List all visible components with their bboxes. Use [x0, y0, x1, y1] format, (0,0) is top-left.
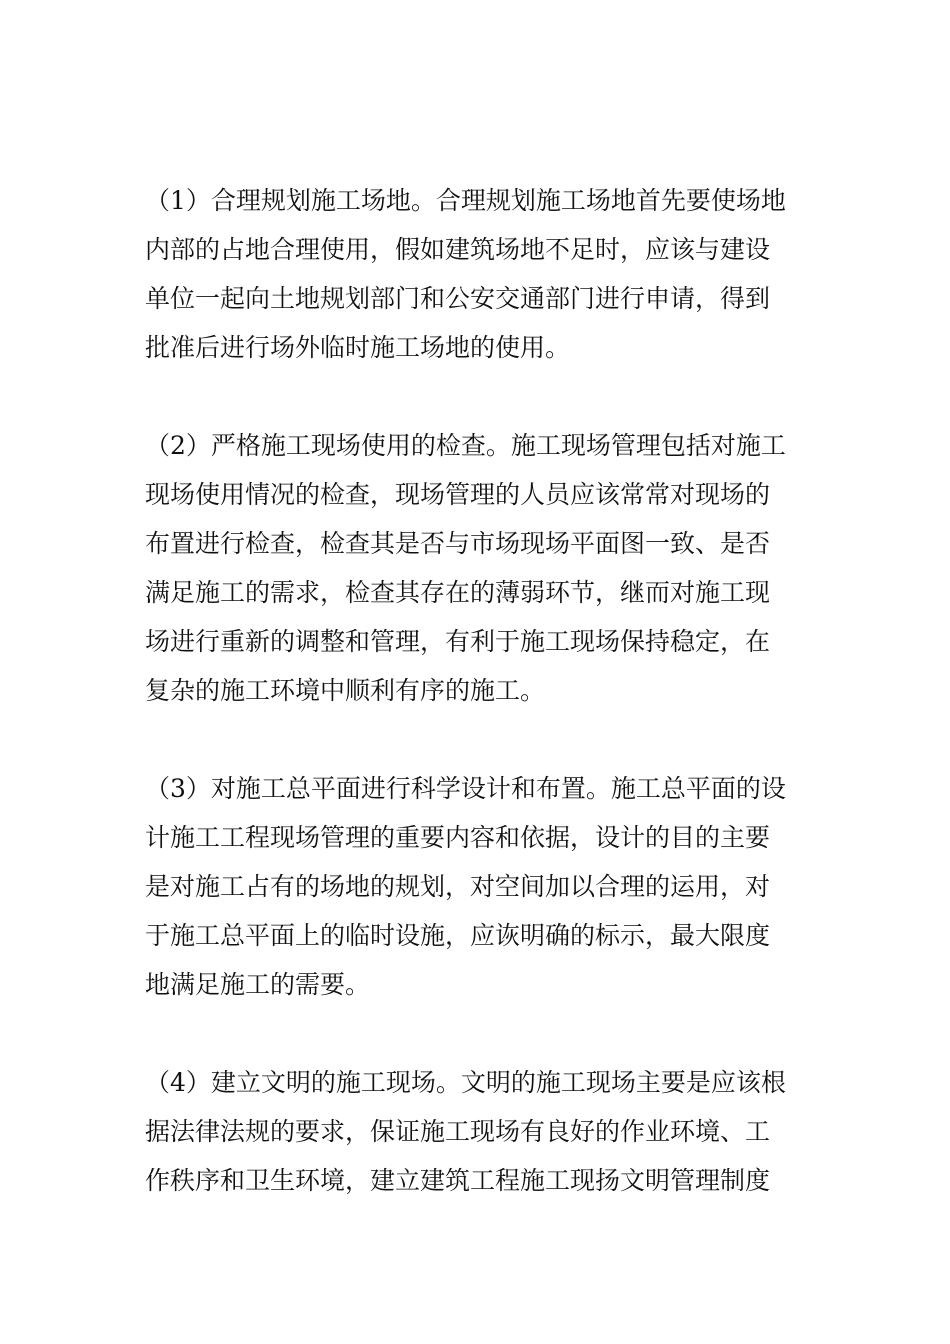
paragraph-line: 批准后进行场外临时施工场地的使用。 — [145, 333, 571, 362]
paragraph-line: 于施工总平面上的临时设施，应诙明确的标示，最大限度 — [145, 921, 771, 950]
paragraph-line: 计施工工程现场管理的重要内容和依据，设计的目的主要 — [145, 823, 771, 852]
paragraph-line: （2）严格施工现场使用的检查。施工现场管理包括对施工 — [145, 431, 786, 460]
paragraph-line: （4）建立文明的施工现场。文明的施工现场主要是应该根 — [145, 1068, 786, 1097]
paragraph-line: 地满足施工的需要。 — [145, 970, 371, 999]
paragraph-line: 内部的占地合理使用，假如建筑场地不足时，应该与建设 — [145, 235, 771, 264]
paragraph-line: 布置进行检查，检查其是否与市场现场平面图一致、是否 — [145, 529, 771, 558]
paragraph-line: 场进行重新的调整和管理，有利于施工现场保持稳定，在 — [145, 627, 771, 656]
paragraph-line: 据法律法规的要求，保证施工现场有良好的作业环境、工 — [145, 1117, 771, 1146]
paragraph-4 — [145, 1058, 810, 1205]
paragraph-line: 是对施工占有的场地的规划，对空间加以合理的运用，对 — [145, 872, 771, 901]
paragraph-1 — [145, 176, 810, 372]
paragraph-spacer — [145, 1009, 810, 1058]
paragraph-line: 作秩序和卫生环境，建立建筑工程施工现扬文明管理制度 — [145, 1166, 771, 1195]
document-body — [145, 176, 810, 1205]
paragraph-line: （3）对施工总平面进行科学设计和布置。施工总平面的设 — [145, 774, 786, 803]
paragraph-2 — [145, 421, 810, 715]
paragraph-line: 复杂的施工环境中顺利有序的施工。 — [145, 676, 546, 705]
paragraph-3 — [145, 764, 810, 1009]
paragraph-line: （1）合理规划施工场地。合理规划施工场地首先要使场地 — [145, 186, 786, 215]
paragraph-line: 现场使用情况的检查，现场管理的人员应该常常对现场的 — [145, 480, 771, 509]
paragraph-line: 单位一起向土地规划部门和公安交通部门进行申请，得到 — [145, 284, 771, 313]
paragraph-spacer — [145, 715, 810, 764]
paragraph-line: 满足施工的需求，检查其存在的薄弱环节，继而对施工现 — [145, 578, 771, 607]
paragraph-spacer — [145, 372, 810, 421]
